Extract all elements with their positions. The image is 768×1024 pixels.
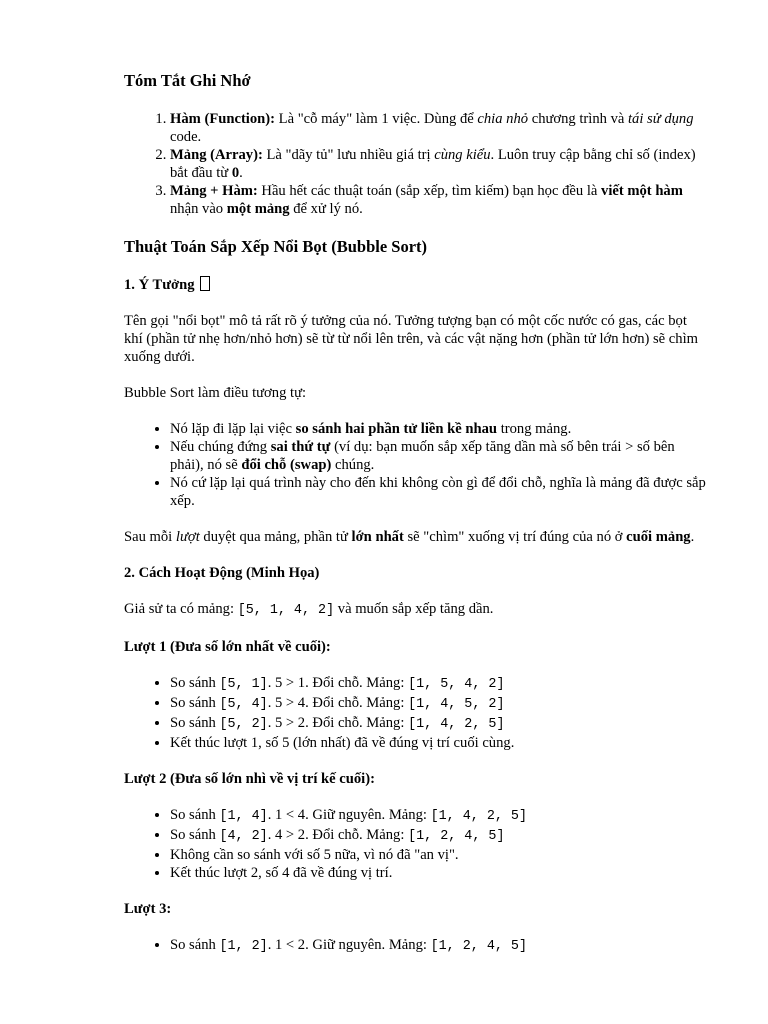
how-intro: Giả sử ta có mảng: [5, 1, 4, 2] và muốn sắp xếp tăng dần. (124, 601, 494, 618)
list-item: • Nếu chúng đứng sai thứ tự (ví dụ: bạn muốn sắp xếp tăng dần mà số bên trái > số bên phải), nó sẽ đổi chỗ (swap) chúng. (170, 438, 708, 474)
list-item: • So sánh [5, 2]. 5 > 2. Đổi chỗ. Mảng: [1, 4, 2, 5] (170, 714, 708, 734)
bubble-sort-title: Thuật Toán Sắp Xếp Nổi Bọt (Bubble Sort) (124, 237, 428, 256)
idea-intro: Bubble Sort làm điều tương tự: (124, 385, 307, 401)
idea-bullets (124, 420, 708, 510)
summary-title: Tóm Tắt Ghi Nhớ (124, 71, 251, 90)
missing-glyph-icon (200, 276, 210, 291)
summary-item-array-function: 3. Mảng + Hàm: Hầu hết các thuật toán (sắp xếp, tìm kiếm) bạn học đều là viết một hàm nhận vào một mảng để xử lý nó. (170, 182, 708, 218)
list-item: • Nó lặp đi lặp lại việc so sánh hai phần tử liền kề nhau trong mảng. (170, 420, 708, 438)
pass2-heading: Lượt 2 (Đưa số lớn nhì về vị trí kế cuối): (124, 771, 375, 787)
pass3-heading: Lượt 3: (124, 901, 172, 917)
summary-item-function: 1. Hàm (Function): Là "cỗ máy" làm 1 việc. Dùng để chia nhỏ chương trình và tái sử dụng code. (170, 110, 708, 146)
summary-item-array: 2. Mảng (Array): Là "dãy tủ" lưu nhiều giá trị cùng kiểu. Luôn truy cập bằng chỉ số (index) bắt đầu từ 0. (170, 146, 708, 182)
list-item: • So sánh [1, 4]. 1 < 4. Giữ nguyên. Mảng: [1, 4, 2, 5] (170, 806, 708, 826)
idea-heading: 1. Ý Tưởng (124, 276, 708, 294)
idea-paragraph: Tên gọi "nổi bọt" mô tả rất rõ ý tưởng của nó. Tưởng tượng bạn có một cốc nước có gas, các bọt khí (phần tử nhẹ hơn/nhỏ hơn) sẽ từ từ nổi lên trên, và các vật nặng hơn (phần tử lớn hơn) sẽ chìm xuống dưới. (124, 313, 698, 365)
how-heading: 2. Cách Hoạt Động (Minh Họa) (124, 565, 320, 581)
list-item: • Không cần so sánh với số 5 nữa, vì nó đã "an vị". (170, 846, 708, 864)
list-item: • So sánh [4, 2]. 4 > 2. Đổi chỗ. Mảng: [1, 2, 4, 5] (170, 826, 708, 846)
summary-list (124, 110, 708, 218)
pass1-heading: Lượt 1 (Đưa số lớn nhất về cuối): (124, 639, 331, 655)
list-item: • So sánh [5, 1]. 5 > 1. Đổi chỗ. Mảng: [1, 5, 4, 2] (170, 674, 708, 694)
list-item: • So sánh [1, 2]. 1 < 2. Giữ nguyên. Mảng: [1, 2, 4, 5] (170, 936, 708, 956)
idea-conclusion: Sau mỗi lượt duyệt qua mảng, phần tử lớn nhất sẽ "chìm" xuống vị trí đúng của nó ở cuối mảng. (124, 529, 695, 545)
pass1-list (124, 674, 708, 752)
list-item: • Kết thúc lượt 1, số 5 (lớn nhất) đã về đúng vị trí cuối cùng. (170, 734, 708, 752)
pass3-list (124, 936, 708, 956)
list-item: • So sánh [5, 4]. 5 > 4. Đổi chỗ. Mảng: [1, 4, 5, 2] (170, 694, 708, 714)
list-item: • Kết thúc lượt 2, số 4 đã về đúng vị trí. (170, 864, 708, 882)
pass2-list (124, 806, 708, 882)
list-item: • Nó cứ lặp lại quá trình này cho đến khi không còn gì để đổi chỗ, nghĩa là mảng đã được sắp xếp. (170, 474, 708, 510)
